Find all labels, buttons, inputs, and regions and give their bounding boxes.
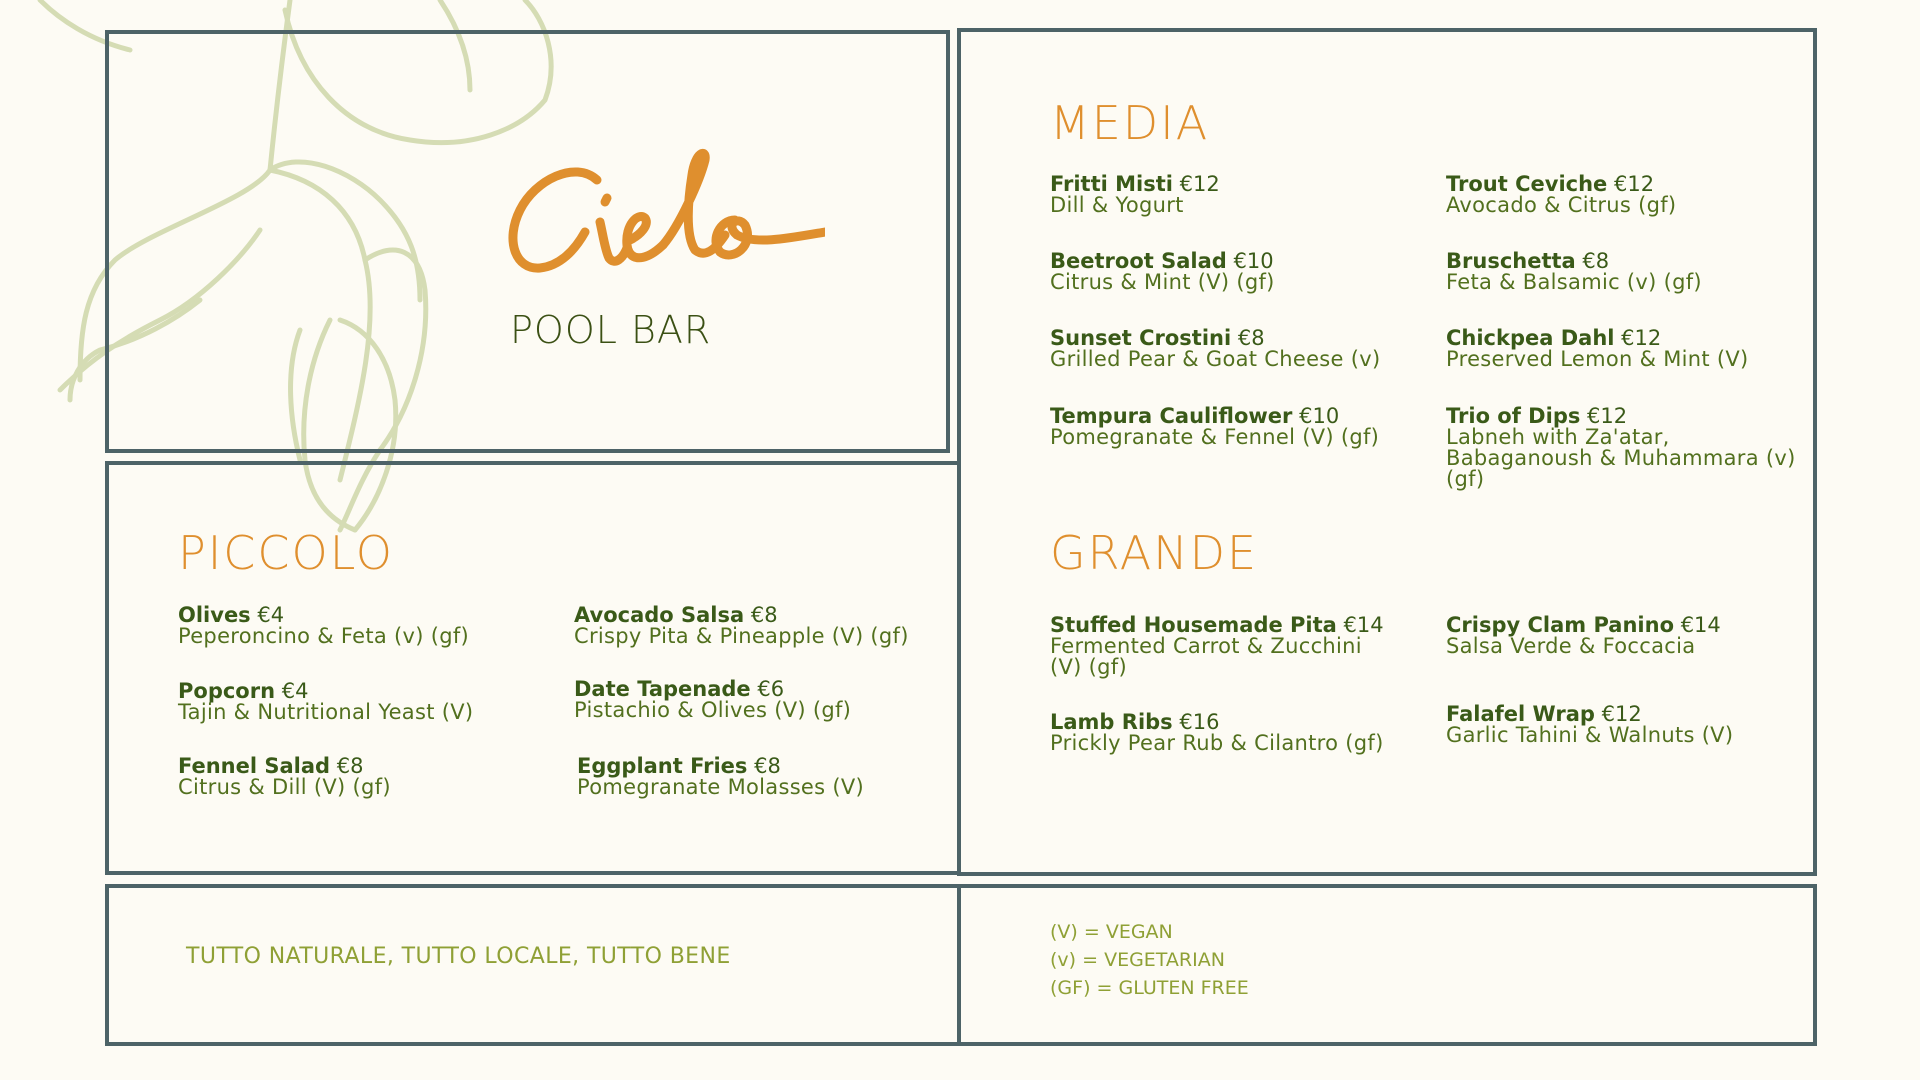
item-price: €12 <box>1621 326 1662 350</box>
item-name: Trout Ceviche <box>1446 172 1608 196</box>
item-name: Trio of Dips <box>1446 404 1581 428</box>
item-name: Date Tapenade <box>574 677 751 701</box>
legend-vegetarian: (v) = VEGETARIAN <box>1050 949 1225 971</box>
item-price: €12 <box>1179 172 1220 196</box>
footer-tagline: TUTTO NATURALE, TUTTO LOCALE, TUTTO BENE <box>186 944 731 969</box>
menu-item <box>178 756 568 798</box>
item-desc: Feta & Balsamic (v) (gf) <box>1446 270 1702 294</box>
item-name: Lamb Ribs <box>1050 710 1173 734</box>
item-desc: Crispy Pita & Pineapple (V) (gf) <box>574 624 909 648</box>
item-desc: Grilled Pear & Goat Cheese (v) <box>1050 347 1381 371</box>
item-name: Fennel Salad <box>178 754 331 778</box>
menu-item <box>577 756 967 798</box>
item-desc: Preserved Lemon & Mint (V) <box>1446 347 1749 371</box>
item-name: Eggplant Fries <box>577 754 748 778</box>
item-name: Fritti Misti <box>1050 172 1173 196</box>
dietary-legend <box>1050 918 1249 1002</box>
menu-item <box>574 679 964 721</box>
item-desc: Labneh with Za'atar, Babaganoush & Muhammara (v) (gf) <box>1446 425 1796 491</box>
item-name: Crispy Clam Panino <box>1446 613 1674 637</box>
menu-item <box>1446 615 1836 657</box>
item-price: €8 <box>336 754 364 778</box>
grande-title: GRANDE <box>1050 526 1259 580</box>
menu-item <box>1446 328 1836 370</box>
menu-item <box>1050 712 1440 754</box>
legend-gluten-free: (GF) = GLUTEN FREE <box>1050 977 1249 999</box>
item-desc: Avocado & Citrus (gf) <box>1446 193 1677 217</box>
item-name: Avocado Salsa <box>574 603 745 627</box>
item-price: €4 <box>257 603 285 627</box>
item-desc: Pomegranate & Fennel (V) (gf) <box>1050 425 1380 449</box>
item-price: €16 <box>1179 710 1220 734</box>
item-price: €14 <box>1343 613 1384 637</box>
item-desc: Citrus & Dill (V) (gf) <box>178 775 391 799</box>
item-price: €6 <box>757 677 785 701</box>
item-desc: Salsa Verde & Foccacia <box>1446 634 1696 658</box>
menu-item <box>1050 406 1440 448</box>
menu-item <box>178 681 568 723</box>
cielo-logo <box>505 140 825 280</box>
item-desc: Citrus & Mint (V) (gf) <box>1050 270 1275 294</box>
legend-vegan: (V) = VEGAN <box>1050 921 1173 943</box>
item-desc: Fermented Carrot & Zucchini (V) (gf) <box>1050 634 1362 679</box>
item-price: €12 <box>1613 172 1655 196</box>
item-price: €14 <box>1680 613 1721 637</box>
item-price: €10 <box>1299 404 1340 428</box>
menu-item <box>574 605 964 647</box>
menu-item <box>1446 704 1836 746</box>
piccolo-title: PICCOLO <box>178 526 394 580</box>
item-name: Chickpea Dahl <box>1446 326 1615 350</box>
item-desc: Pistachio & Olives (V) (gf) <box>574 698 852 722</box>
menu-item <box>1446 251 1836 293</box>
item-price: €12 <box>1587 404 1628 428</box>
item-name: Stuffed Housemade Pita <box>1050 613 1337 637</box>
item-desc: Garlic Tahini & Walnuts (V) <box>1446 723 1734 747</box>
menu-item <box>1050 251 1440 293</box>
item-desc: Tajin & Nutritional Yeast (V) <box>178 700 474 724</box>
media-title: MEDIA <box>1050 96 1210 150</box>
menu-item <box>1050 174 1440 216</box>
item-name: Popcorn <box>178 679 276 703</box>
item-price: €8 <box>750 603 778 627</box>
menu-item <box>1446 406 1796 490</box>
menu-item <box>1050 328 1440 370</box>
item-price: €10 <box>1233 249 1274 273</box>
menu-item <box>1050 615 1390 678</box>
item-name: Tempura Cauliflower <box>1050 404 1293 428</box>
menu-item <box>1446 174 1836 216</box>
item-price: €8 <box>1237 326 1265 350</box>
item-price: €12 <box>1601 702 1642 726</box>
item-desc: Dill & Yogurt <box>1050 193 1184 217</box>
item-name: Bruschetta <box>1446 249 1576 273</box>
item-name: Olives <box>178 603 251 627</box>
menu-item <box>178 605 568 647</box>
item-desc: Pomegranate Molasses (V) <box>577 775 865 799</box>
item-price: €8 <box>754 754 781 778</box>
item-name: Beetroot Salad <box>1050 249 1227 273</box>
pool-bar-subtitle: POOL BAR <box>510 308 712 352</box>
frame-piccolo <box>105 461 961 875</box>
item-price: €8 <box>1582 249 1610 273</box>
item-name: Falafel Wrap <box>1446 702 1595 726</box>
item-price: €4 <box>281 679 309 703</box>
item-desc: Peperoncino & Feta (v) (gf) <box>178 624 470 648</box>
item-desc: Prickly Pear Rub & Cilantro (gf) <box>1050 731 1384 755</box>
item-name: Sunset Crostini <box>1050 326 1232 350</box>
